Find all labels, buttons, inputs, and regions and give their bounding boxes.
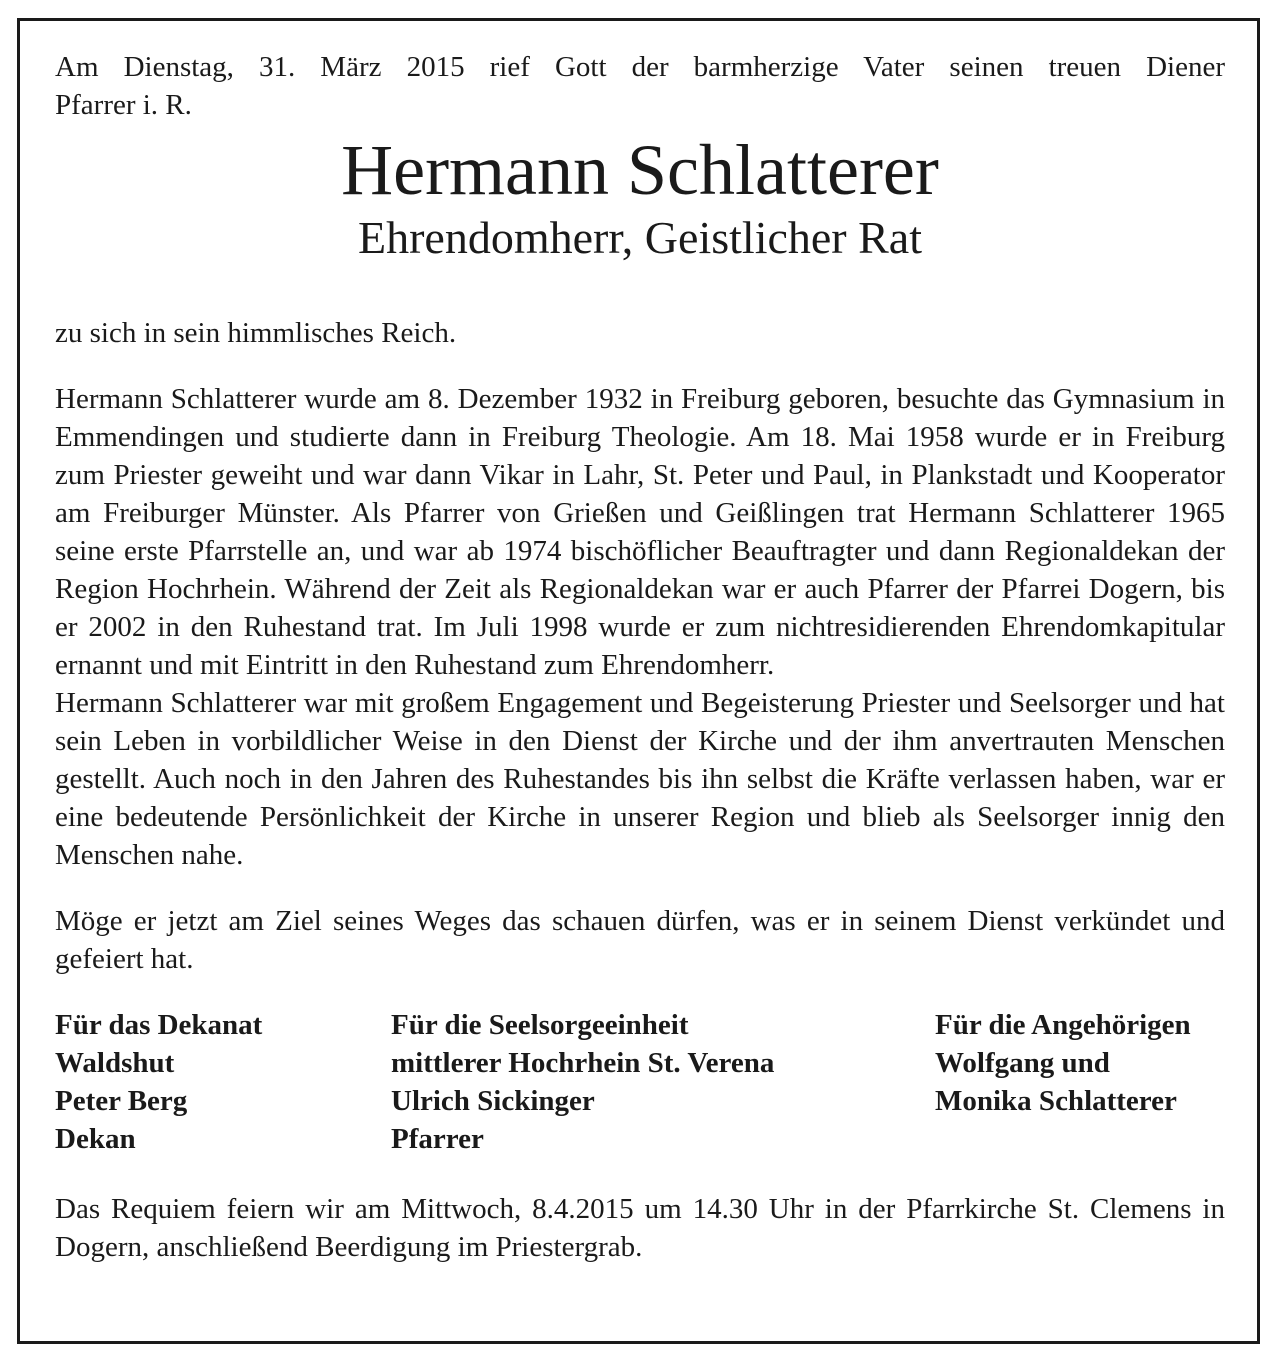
biography-paragraph-2: Hermann Schlatterer war mit großem Engagement und Begeisterung Priester und Seelsorger und hat sein Leben in vorbildlicher Weise in den Dienst der Kirche und der ihm anvertrauten Menschen gestellt. Auch noch in den Jahren des Ruhestandes bis ihn selbst die Kräfte verlassen haben, war er eine bedeutende Persönlichkeit der Kirche in unserer Region und blieb als Seelsorger innig den Menschen nahe. [55, 687, 1225, 871]
signature-dekanat [55, 1006, 391, 1158]
signature-line: Wolfgang und [935, 1047, 1110, 1079]
deceased-name: Hermann Schlatterer [341, 130, 939, 210]
signature-line: Ulrich Sickinger [391, 1085, 595, 1117]
signature-line: Dekan [55, 1123, 136, 1155]
signature-line: Pfarrer [391, 1123, 484, 1155]
obituary-content [55, 48, 1225, 1266]
signature-angehoerige [935, 1006, 1225, 1158]
signature-line: Monika Schlatterer [935, 1085, 1177, 1117]
signature-line: Peter Berg [55, 1085, 188, 1117]
intro-line-2: Pfarrer i. R. [55, 89, 192, 121]
intro-line-1: Am Dienstag, 31. März 2015 rief Gott der barmherzige Vater seinen treuen Diener [55, 51, 1225, 83]
biography-paragraph-1: Hermann Schlatterer wurde am 8. Dezember 1932 in Freiburg geboren, besuchte das Gymnasium in Emmendingen und studierte dann in Freiburg Theologie. Am 18. Mai 1958 wurde er in Freiburg zum Priester geweiht und war dann Vikar in Lahr, St. Peter und Paul, in Plankstadt und Kooperator am Freiburger Münster. Als Pfarrer von Grießen und Geißlingen trat Hermann Schlatterer 1965 seine erste Pfarrstelle an, und war ab 1974 bischöflicher Beauftragter und dann Regionaldekan der Region Hochrhein. Während der Zeit als Regionaldekan war er auch Pfarrer der Pfarrei Dogern, bis er 2002 in den Ruhestand trat. Im Juli 1998 wurde er zum nichtresidierenden Ehrendomkapitular ernannt und mit Eintritt in den Ruhestand zum Ehrendomherr. [55, 383, 1225, 681]
signature-line: Für die Angehörigen [935, 1009, 1191, 1041]
signature-line: Für die Seelsorgeeinheit [391, 1009, 689, 1041]
requiem-text: Das Requiem feiern wir am Mittwoch, 8.4.2015 um 14.30 Uhr in der Pfarrkirche St. Clemens in Dogern, anschließend Beerdigung im Priestergrab. [55, 1193, 1225, 1263]
signature-seelsorgeeinheit [391, 1006, 935, 1158]
signature-line: Waldshut [55, 1047, 175, 1079]
blessing-text: Möge er jetzt am Ziel seines Weges das schauen dürfen, was er in seinem Dienst verkündet und gefeiert hat. [55, 905, 1225, 975]
signature-line: mittlerer Hochrhein St. Verena [391, 1047, 775, 1079]
signature-line: Für das Dekanat [55, 1009, 263, 1041]
signature-block [55, 1006, 1225, 1158]
after-name-text: zu sich in sein himmlisches Reich. [55, 317, 457, 349]
deceased-titles: Ehrendomherr, Geistlicher Rat [357, 212, 923, 263]
